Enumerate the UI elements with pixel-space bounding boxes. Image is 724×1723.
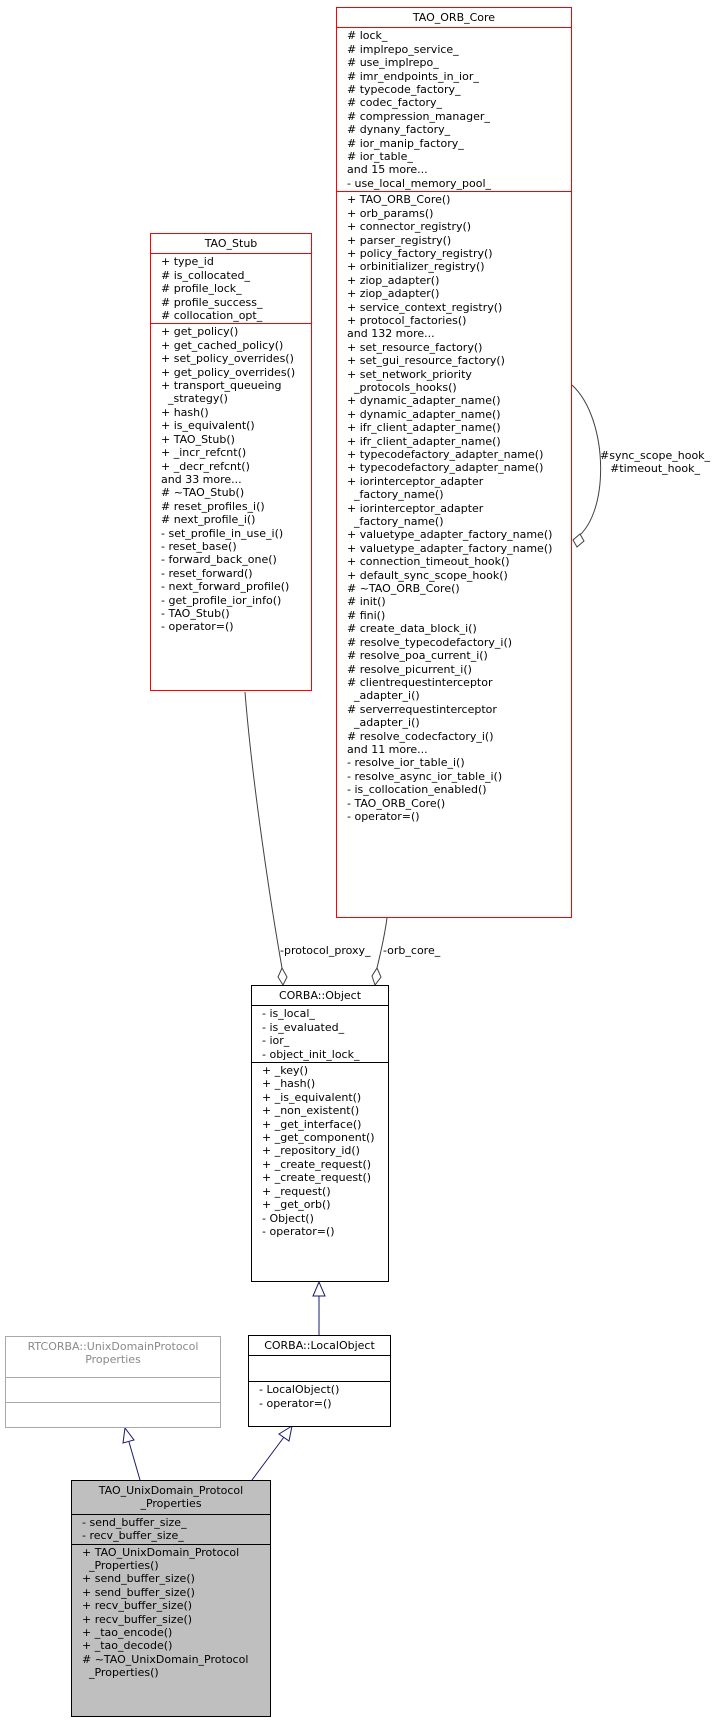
class-name: TAO_UnixDomain_Protocol _Properties [98,1484,244,1511]
attributes-section [337,27,571,191]
member: - ior_ [262,1034,290,1048]
member: - LocalObject() [259,1383,340,1397]
member: + _get_component() [262,1131,375,1145]
member: + _decr_refcnt() [161,459,250,473]
member: + get_policy_overrides() [161,365,296,379]
member: # init() [347,595,386,609]
class-rtcorba-unixdomainprotocolproperties[interactable] [5,1336,221,1428]
attributes-section [249,1355,390,1381]
member: + send_buffer_size() [82,1572,195,1586]
edge-orb-core [377,918,387,968]
member: + _incr_refcnt() [161,446,247,460]
member: # compression_manager_ [347,109,490,123]
member: - get_profile_ior_info() [161,593,282,607]
member: - is_collocation_enabled() [347,783,487,797]
member: # typecode_factory_ [347,83,461,97]
aggregation-diamond [372,968,381,985]
member: # ~TAO_UnixDomain_Protocol [82,1652,249,1666]
edge-label-self-association: #sync_scope_hook_ #timeout_hook_ [600,449,711,475]
member: # lock_ [347,29,388,43]
edge-label-protocol-proxy: -protocol_proxy_ [280,944,371,957]
member: _protocols_hooks() [347,380,457,394]
class-name: TAO_Stub [204,237,258,250]
member: + protocol_factories() [347,313,467,327]
member: # next_profile_i() [161,513,256,527]
member: - set_profile_in_use_i() [161,526,284,540]
member: # resolve_poa_current_i() [347,649,488,663]
member: + TAO_Stub() [161,432,235,446]
member: - resolve_async_ior_table_i() [347,769,503,783]
class-name: RTCORBA::UnixDomainProtocol Properties [27,1340,199,1367]
class-name: TAO_ORB_Core [412,11,496,24]
member: + is_equivalent() [161,419,255,433]
member: # fini() [347,608,386,622]
member: + recv_buffer_size() [82,1599,193,1613]
member: and 15 more... [347,163,428,177]
member: + parser_registry() [347,233,452,247]
member: # collocation_opt_ [161,309,263,323]
member: + connector_registry() [347,220,472,234]
attributes-section [252,1005,388,1062]
member: - is_local_ [262,1007,315,1021]
edge-self-association [572,385,601,540]
member: + ifr_client_adapter_name() [347,421,501,435]
member: + _hash() [262,1077,316,1091]
member: # serverrequestinterceptor [347,702,497,716]
member: _Properties() [82,1559,159,1573]
member: + TAO_ORB_Core() [347,193,451,207]
member: _strategy() [161,392,228,406]
member: - recv_buffer_size_ [82,1529,184,1543]
member: # ~TAO_ORB_Core() [347,582,460,596]
member: + recv_buffer_size() [82,1612,193,1626]
member: - send_buffer_size_ [82,1515,187,1529]
methods-section [6,1402,220,1427]
member: + iorinterceptor_adapter [347,501,484,515]
member: + policy_factory_registry() [347,246,493,260]
inheritance-arrowhead [123,1428,134,1443]
member: + transport_queueing [161,379,282,393]
member: + _non_existent() [262,1104,360,1118]
member: + valuetype_adapter_factory_name() [347,541,553,555]
member: - resolve_ior_table_i() [347,756,465,770]
member: + default_sync_scope_hook() [347,568,508,582]
member: and 132 more... [347,327,435,341]
member: + _get_orb() [262,1198,331,1212]
member: # create_data_block_i() [347,622,477,636]
member: + ifr_client_adapter_name() [347,434,501,448]
member: + orbinitializer_registry() [347,260,485,274]
member: + orb_params() [347,206,434,220]
member: + _is_equivalent() [262,1090,362,1104]
class-name: CORBA::Object [278,989,362,1002]
member: # reset_profiles_i() [161,499,265,513]
member: # codec_factory_ [347,96,443,110]
member: # imr_endpoints_in_ior_ [347,69,479,83]
member: # resolve_typecodefactory_i() [347,635,513,649]
edge-inherit-unix-localobject [252,1437,284,1480]
member: - reset_base() [161,539,237,553]
member: _factory_name() [347,515,444,529]
member: + iorinterceptor_adapter [347,474,484,488]
edge-label-orb-core: -orb_core_ [383,944,441,957]
member: # is_collocated_ [161,268,250,282]
member: - next_forward_profile() [161,580,290,594]
member: + service_context_registry() [347,300,503,314]
member: - Object() [262,1211,314,1225]
member: - operator=() [161,620,234,634]
member: + connection_timeout_hook() [347,555,510,569]
member: + ziop_adapter() [347,273,440,287]
member: - is_evaluated_ [262,1020,345,1034]
member: and 11 more... [347,742,428,756]
member: + _repository_id() [262,1144,360,1158]
member: # profile_lock_ [161,282,242,296]
member: + _create_request() [262,1171,372,1185]
member: + _tao_encode() [82,1626,173,1640]
member: # ~TAO_Stub() [161,486,245,500]
member: # clientrequestinterceptor [347,675,493,689]
attributes-section [151,253,311,323]
member: _adapter_i() [347,716,420,730]
member: # profile_success_ [161,295,263,309]
inheritance-arrowhead [279,1426,292,1441]
member: # implrepo_service_ [347,42,459,56]
member: + type_id [161,255,214,269]
member: - TAO_ORB_Core() [347,796,446,810]
member: + _get_interface() [262,1117,362,1131]
methods-section [249,1381,390,1411]
member: + send_buffer_size() [82,1585,195,1599]
member: and 33 more... [161,472,242,486]
member: + set_gui_resource_factory() [347,354,505,368]
member: + _create_request() [262,1157,372,1171]
edge-inherit-unix-rtcorba [129,1442,140,1480]
member: + get_cached_policy() [161,338,284,352]
methods-section [151,323,311,634]
class-corba-localobject[interactable] [248,1335,391,1427]
member: + _tao_decode() [82,1639,173,1653]
class-corba-object[interactable] [251,985,389,1282]
member: # dynany_factory_ [347,123,451,137]
methods-section [337,191,571,824]
class-tao-orb-core[interactable] [336,7,572,918]
aggregation-diamond [573,534,584,547]
member: + _request() [262,1184,331,1198]
aggregation-diamond [278,968,287,985]
member: + TAO_UnixDomain_Protocol [82,1545,240,1559]
member: - forward_back_one() [161,553,277,567]
member: # resolve_picurrent_i() [347,662,472,676]
member: - operator=() [347,809,420,823]
member: # resolve_codecfactory_i() [347,729,494,743]
member: + dynamic_adapter_name() [347,407,501,421]
member: - reset_forward() [161,566,253,580]
member: + ziop_adapter() [347,287,440,301]
member: + typecodefactory_adapter_name() [347,461,544,475]
member: + set_policy_overrides() [161,352,294,366]
class-tao-unixdomain-protocol-properties[interactable] [71,1480,271,1717]
attributes-section [6,1377,220,1402]
member: + set_network_priority [347,367,472,381]
member: - operator=() [259,1396,332,1410]
member: _Properties() [82,1666,159,1680]
member: _adapter_i() [347,689,420,703]
member: + hash() [161,405,209,419]
member: _factory_name() [347,488,444,502]
member: + get_policy() [161,325,239,339]
member: + typecodefactory_adapter_name() [347,448,544,461]
member: # use_implrepo_ [347,56,439,70]
member: - use_local_memory_pool_ [347,176,492,190]
class-tao-stub[interactable] [150,233,312,691]
member: + valuetype_adapter_factory_name() [347,528,553,542]
inheritance-arrowhead [313,1282,325,1296]
attributes-section [72,1514,270,1544]
member: + dynamic_adapter_name() [347,394,501,408]
member: - object_init_lock_ [262,1047,360,1061]
member: - operator=() [262,1224,335,1238]
member: # ior_manip_factory_ [347,136,464,150]
methods-section [72,1544,270,1681]
member: - TAO_Stub() [161,606,230,620]
member: # ior_table_ [347,150,413,164]
member: + set_resource_factory() [347,340,483,354]
class-name: CORBA::LocalObject [264,1339,375,1352]
member: + _key() [262,1064,309,1078]
methods-section [252,1062,388,1239]
edge-protocol-proxy [245,692,282,968]
